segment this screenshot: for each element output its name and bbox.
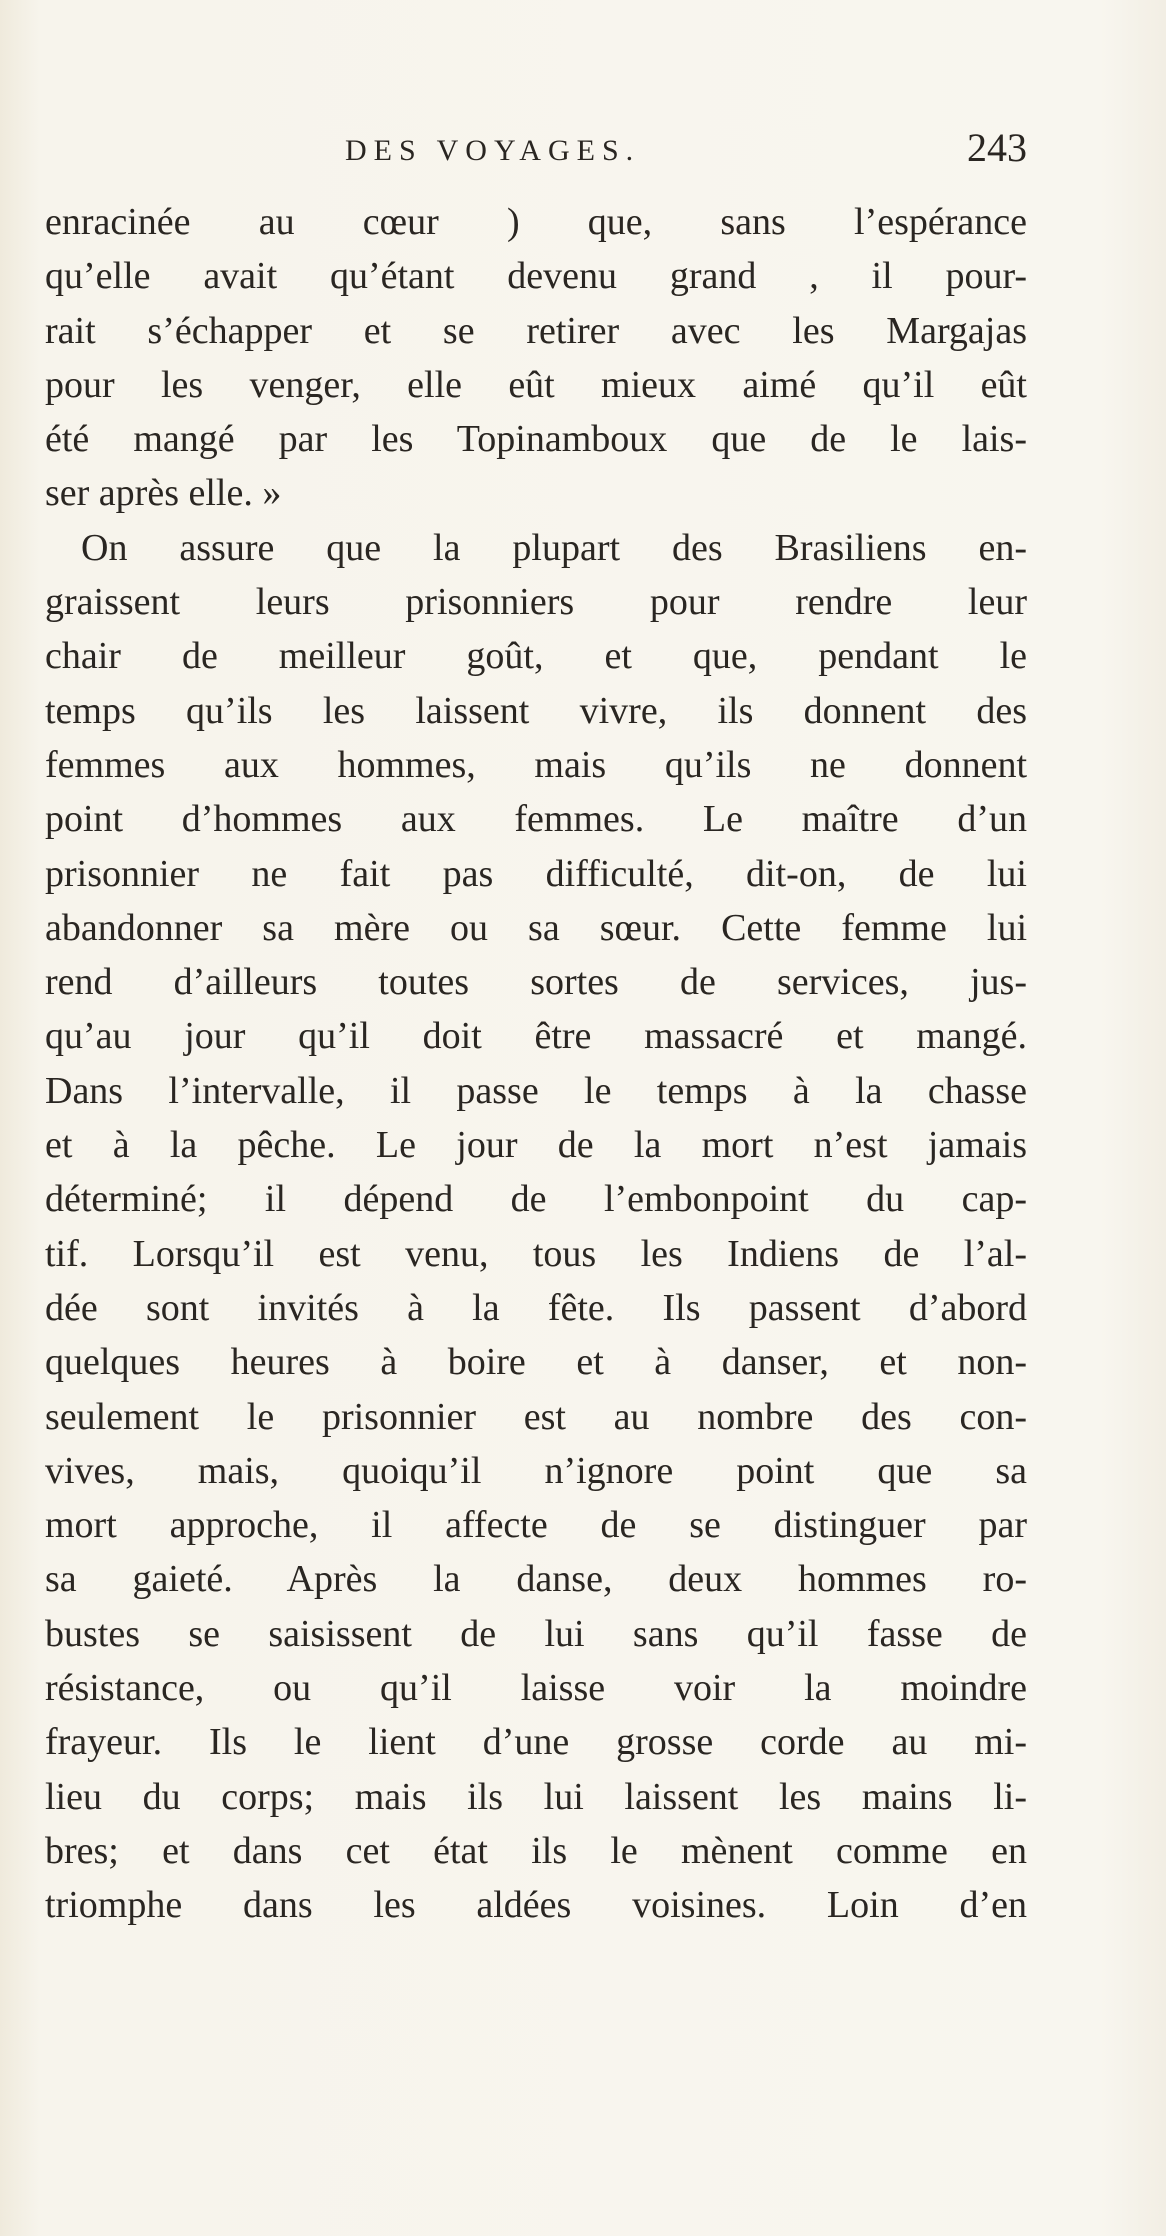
text-line: bres; et dans cet état ils le mènent comme en xyxy=(45,1829,1027,1872)
text-line: rend d’ailleurs toutes sortes de services, jus- xyxy=(45,961,1027,1004)
text-line: été mangé par les Topinamboux que de le lais- xyxy=(45,418,1027,461)
text-line: Dans l’intervalle, il passe le temps à la chasse xyxy=(45,1069,1027,1112)
text-line: enracinée au cœur ) que, sans l’espérance xyxy=(45,201,1027,243)
text-line: rait s’échapper et se retirer avec les Margajas xyxy=(45,309,1027,352)
text-line: abandonner sa mère ou sa sœur. Cette femme lui xyxy=(45,906,1027,949)
text-line: frayeur. Ils le lient d’une grosse corde au mi- xyxy=(45,1721,1027,1764)
text-line: qu’elle avait qu’étant devenu grand , il pour- xyxy=(45,255,1027,298)
body-text xyxy=(45,195,1027,1933)
text-line: mort approche, il affecte de se distinguer par xyxy=(45,1504,1027,1547)
text-line: pour les venger, elle eût mieux aimé qu’il eût xyxy=(45,363,1027,406)
running-title: DES VOYAGES. xyxy=(345,134,641,167)
text-line: On assure que la plupart des Brasiliens en- xyxy=(81,526,1027,569)
text-line: lieu du corps; mais ils lui laissent les mains li- xyxy=(45,1775,1027,1818)
text-line: dée sont invités à la fête. Ils passent d’abord xyxy=(45,1286,1027,1329)
text-line: résistance, ou qu’il laisse voir la moindre xyxy=(45,1667,1027,1710)
text-line: ser après elle. » xyxy=(45,472,282,515)
text-line: tif. Lorsqu’il est venu, tous les Indiens de l’al- xyxy=(45,1232,1027,1275)
text-line: qu’au jour qu’il doit être massacré et mangé. xyxy=(45,1015,1027,1058)
text-line: graissent leurs prisonniers pour rendre leur xyxy=(45,581,1027,624)
text-line: point d’hommes aux femmes. Le maître d’un xyxy=(45,798,1027,841)
text-line: et à la pêche. Le jour de la mort n’est jamais xyxy=(45,1124,1027,1167)
text-line: seulement le prisonnier est au nombre des con- xyxy=(45,1395,1027,1438)
text-line: vives, mais, quoiqu’il n’ignore point que sa xyxy=(45,1449,1027,1492)
text-line: femmes aux hommes, mais qu’ils ne donnent xyxy=(45,743,1027,786)
page-number: 243 xyxy=(967,125,1027,170)
text-line: quelques heures à boire et à danser, et non- xyxy=(45,1341,1027,1384)
text-line: prisonnier ne fait pas difficulté, dit-on, de lui xyxy=(45,852,1027,895)
text-line: chair de meilleur goût, et que, pendant le xyxy=(45,635,1027,678)
text-line: déterminé; il dépend de l’embonpoint du cap- xyxy=(45,1178,1027,1221)
page-header xyxy=(45,124,1027,180)
text-line: triomphe dans les aldées voisines. Loin d’en xyxy=(45,1884,1027,1927)
text-line: temps qu’ils les laissent vivre, ils donnent des xyxy=(45,689,1027,732)
text-line: sa gaieté. Après la danse, deux hommes ro- xyxy=(45,1558,1027,1601)
text-line: bustes se saisissent de lui sans qu’il fasse de xyxy=(45,1612,1027,1655)
